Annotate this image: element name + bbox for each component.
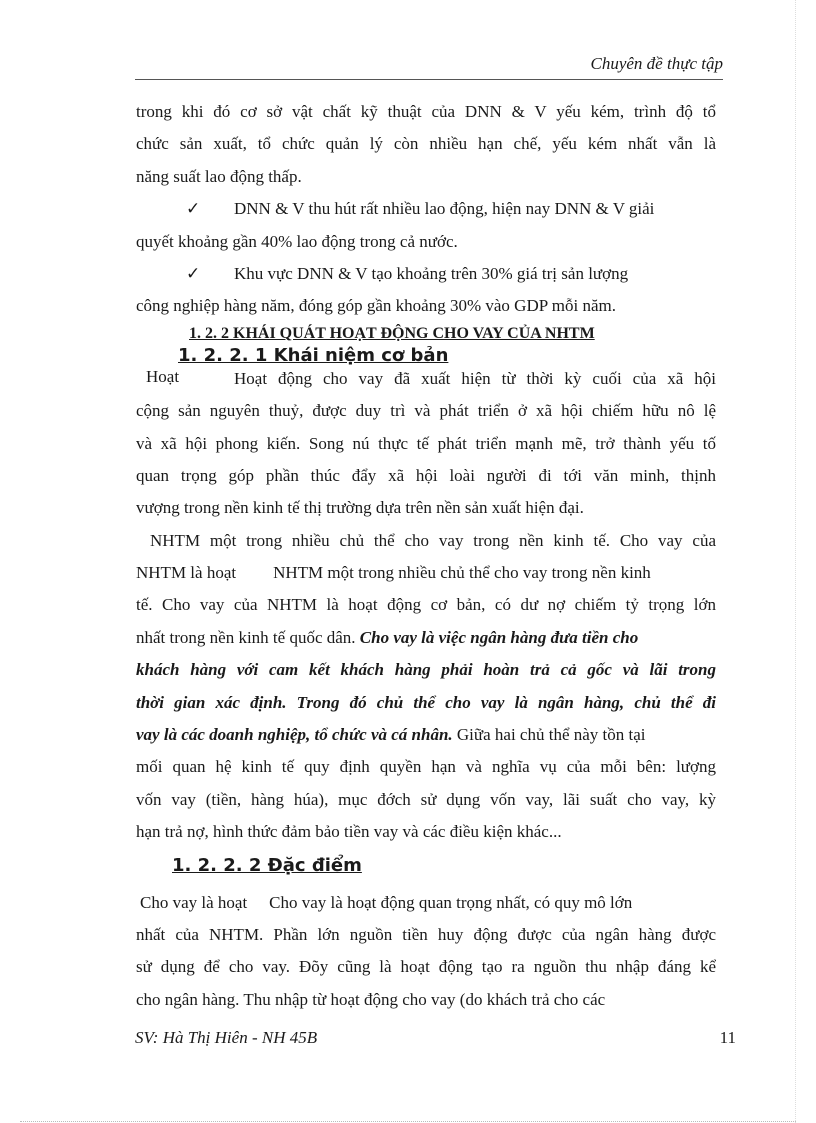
bullet-text: Khu vực DNN & V tạo khoảng trên 30% giá trị sản lượng bbox=[234, 263, 629, 283]
text-fragment: Giữa hai chủ thể này tồn tại bbox=[452, 725, 646, 745]
text-line: Hoạt động cho vay đã xuất hiện từ thời kỳ cuối của xã hội bbox=[234, 368, 716, 388]
text-line: và xã hội phong kiến. Song nú thực tế phát triển mạnh mẽ, trở thành yếu tố bbox=[136, 433, 716, 453]
text-line: mối quan hệ kinh tế quy định quyền hạn và nghĩa vụ của mỗi bên: lượng bbox=[136, 757, 716, 777]
text-line: NHTM một trong nhiều chủ thể cho vay trong nền kinh tế. Cho vay của bbox=[150, 530, 716, 550]
subsection-heading: 1. 2. 2. 2 Đặc điểm bbox=[172, 855, 362, 876]
text-fragment: nhất trong nền kinh tế quốc dân. bbox=[136, 627, 360, 647]
text-line: công nghiệp hàng năm, đóng góp gần khoảng 30% vào GDP mỗi năm. bbox=[136, 296, 617, 316]
text-line: nhất của NHTM. Phần lớn nguồn tiền huy động được của ngân hàng được bbox=[136, 924, 716, 944]
text-line: hạn trả nợ, hình thức đảm bảo tiền vay và các điều kiện khác... bbox=[136, 822, 562, 842]
check-icon: ✓ bbox=[186, 263, 201, 283]
page-edge bbox=[20, 1121, 796, 1122]
page-number: 11 bbox=[719, 1028, 736, 1047]
text-line bbox=[136, 557, 716, 589]
text-line: vượng trong nền kinh tế thị trường dựa trên nền sản xuất hiện đại. bbox=[136, 498, 584, 518]
text-line: vốn vay (tiền, hàng húa), mục đớch sử dụng vốn vay, lãi suất cho vay, kỳ bbox=[136, 789, 716, 809]
text-line: cho ngân hàng. Thu nhập từ hoạt động cho vay (do khách trả cho các bbox=[136, 989, 606, 1009]
bullet-text: DNN & V thu hút rất nhiều lao động, hiện nay DNN & V giải bbox=[234, 199, 655, 219]
text-line: trong khi đó cơ sở vật chất kỹ thuật của DNN & V yếu kém, trình độ tổ bbox=[136, 102, 716, 121]
text-fragment: Cho vay là hoạt động quan trọng nhất, có quy mô lớn bbox=[269, 892, 633, 912]
text-line: tế. Cho vay của NHTM là hoạt động cơ bản, có dư nợ chiếm tỷ trọng lớn bbox=[136, 595, 716, 615]
text-line bbox=[136, 622, 716, 654]
page-edge bbox=[795, 0, 796, 1123]
definition-text: vay là các doanh nghiệp, tổ chức và cá nhân. bbox=[136, 725, 453, 745]
definition-text: khách hàng với cam kết khách hàng phải hoàn trả cả gốc và lãi trong bbox=[136, 660, 716, 680]
overlay-text: Hoạt bbox=[146, 367, 180, 386]
definition-text: Cho vay là việc ngân hàng đưa tiền cho bbox=[359, 627, 639, 647]
text-line: sử dụng để cho vay. Đõy cũng là hoạt động tạo ra nguồn thu nhập đáng kể bbox=[136, 957, 716, 977]
text-line: quyết khoảng gần 40% lao động trong cả nước. bbox=[136, 231, 458, 251]
text-line: năng suất lao động thấp. bbox=[136, 166, 302, 186]
bullet-line bbox=[136, 193, 716, 225]
text-line bbox=[136, 887, 716, 919]
footer-author: SV: Hà Thị Hiên - NH 45B bbox=[135, 1028, 318, 1047]
text-line: quan trọng góp phần thúc đẩy xã hội loài người đi tới văn minh, thịnh bbox=[136, 465, 716, 485]
header-rule bbox=[135, 79, 723, 80]
bullet-line bbox=[136, 258, 716, 290]
page-header-title: Chuyên đề thực tập bbox=[590, 54, 723, 73]
page-body bbox=[136, 96, 716, 1016]
text-fragment: NHTM là hoạt bbox=[136, 563, 237, 583]
text-line: chức sản xuất, tổ chức quản lý còn nhiều hạn chế, yếu kém nhất vẫn là bbox=[136, 134, 716, 154]
check-icon: ✓ bbox=[186, 199, 201, 219]
section-heading: 1. 2. 2 KHÁI QUÁT HOẠT ĐỘNG CHO VAY CỦA NHTM bbox=[189, 325, 595, 342]
definition-text: thời gian xác định. Trong đó chủ thể cho vay là ngân hàng, chủ thể đi bbox=[136, 692, 716, 712]
text-line: cộng sản nguyên thuỷ, được duy trì và phát triển ở xã hội chiếm hữu nô lệ bbox=[136, 401, 716, 421]
text-fragment: Cho vay là hoạt bbox=[140, 892, 248, 912]
subsection-heading: 1. 2. 2. 1 Khái niệm cơ bản bbox=[178, 345, 449, 366]
text-fragment: NHTM một trong nhiều chủ thể cho vay trong nền kinh bbox=[273, 563, 651, 583]
text-line bbox=[136, 719, 716, 751]
